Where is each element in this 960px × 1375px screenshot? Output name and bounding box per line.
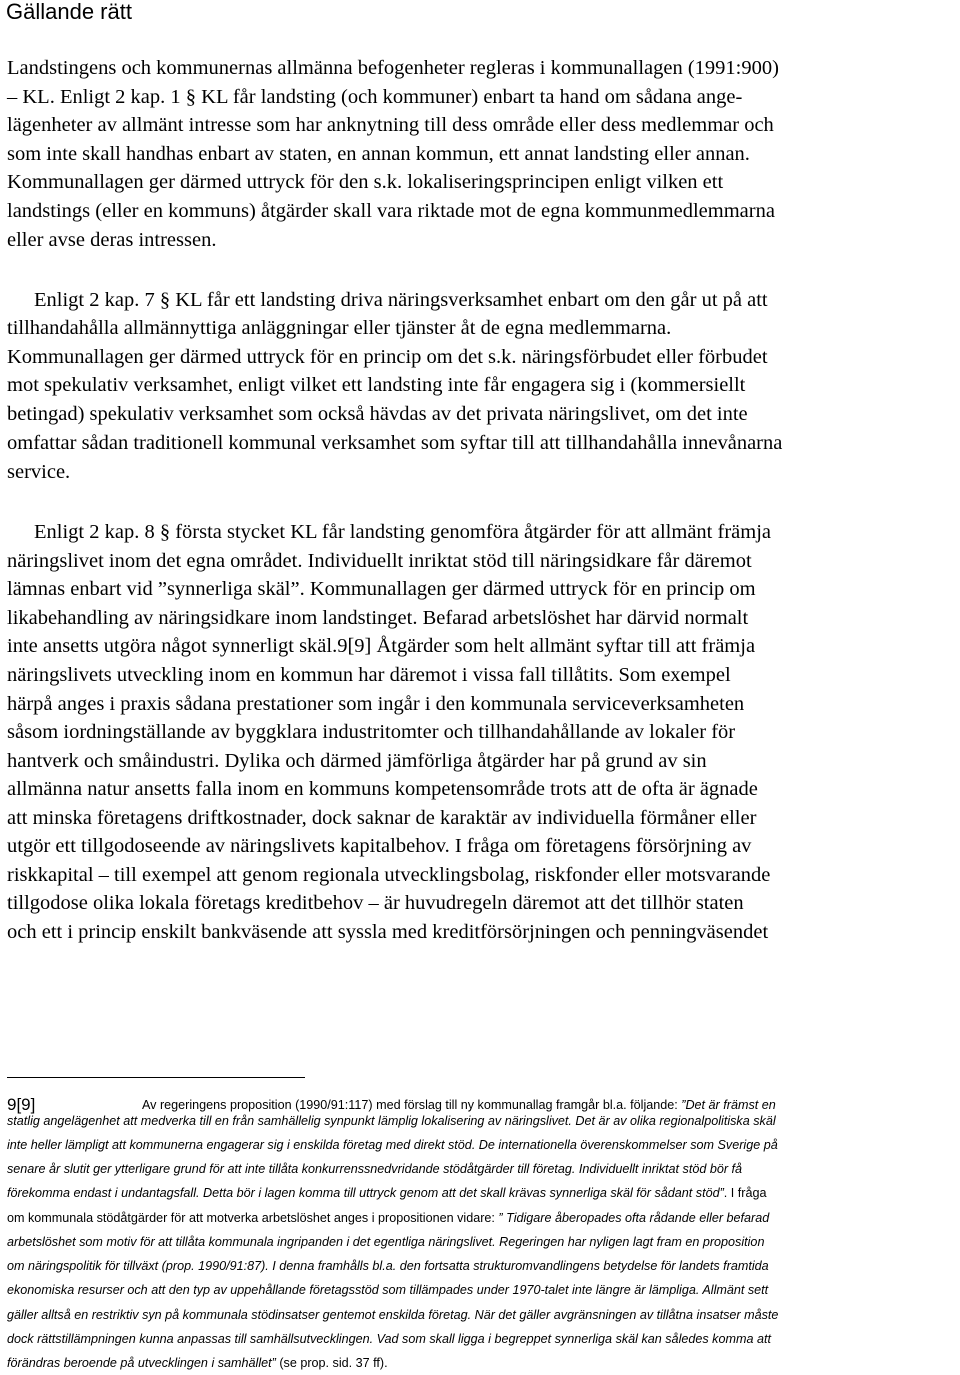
body-line: att minska företagens driftkostnader, dock saknar de karaktär av individuella förmåner eller (7, 807, 757, 829)
footnote-line (7, 1135, 778, 1155)
footnote-text-run: förändras beroende på utvecklingen i samhället” (7, 1356, 276, 1370)
body-line: lämnas enbart vid ”synnerliga skäl”. Kommunallagen ger därmed uttryck för en princip om (7, 578, 756, 600)
footnote-text-run: statlig angelägenhet att medverka till en från samhällelig synpunkt lämplig lokalisering av näringslivet. Det är av olika regionalpolitiska skäl (7, 1114, 776, 1128)
body-line: och ett i princip enskilt bankväsende att syssla med kreditförsörjningen och penningväsendet (7, 921, 769, 943)
footnote-text-run: gäller alltså en restriktiv syn på kommunala stödinsatser gentemot enskilda företag. När det gäller avgränsningen av tillåtna insatser måste (7, 1308, 779, 1322)
body-line: utgör ett tillgodoseende av näringslivets kapitalbehov. I fråga om företagens försörjning av (7, 835, 752, 857)
footnote-text-run: (se prop. sid. 37 ff). (275, 1356, 388, 1370)
footnote-text-run: dock rättstillämpningen kunna anpassas till samhällsutvecklingen. Vad som skall ligga i begreppet synnerliga skäl kan således komma att (7, 1332, 771, 1346)
body-line: näringslivets utveckling inom en kommun har däremot i vissa fall tillåtits. Som exempel (7, 664, 731, 686)
body-line: Kommunallagen ger därmed uttryck för en princip om det s.k. näringsförbudet eller förbudet (7, 346, 768, 368)
body-line: allmänna natur ansetts falla inom en kommuns kompetensområde trots att de ofta är ägnade (7, 778, 758, 800)
footnote-text-run: senare år slutit ger ytterligare grund för att inte tillåta konkurrenssnedvridande stödåtgärder till företag. Individuellt inriktat stöd bör få (7, 1162, 743, 1176)
footnote-text-run: . I fråga (723, 1186, 767, 1200)
body-line: näringslivet inom det egna området. Individuellt inriktat stöd till näringsidkare får däremot (7, 550, 752, 572)
footnote-text-run: inte heller lämpligt att kommunerna engagerar sig i enskilda företag med direkt stöd. De internationella överenskommelser som Sverige på (7, 1138, 778, 1152)
footnote-line (7, 1353, 388, 1373)
body-line: Kommunallagen ger därmed uttryck för den s.k. lokaliseringsprincipen enligt vilken ett (7, 171, 724, 193)
body-line: Enligt 2 kap. 7 § KL får ett landsting driva näringsverksamhet enbart om den går ut på att (34, 289, 768, 311)
body-line: betingad) spekulativ verksamhet som också hävdas av det privata näringslivet, om det inte (7, 403, 748, 425)
body-line: härpå anges i praxis sådana prestationer som ingår i den kommunala serviceverksamheten (7, 693, 745, 715)
body-line: likabehandling av näringsidkare inom landstinget. Befarad arbetslöshet har därvid normalt (7, 607, 749, 629)
body-line: – KL. Enligt 2 kap. 1 § KL får landsting (och kommuner) enbart ta hand om sådana ange- (7, 86, 743, 108)
body-line: tillgodose olika lokala företags kreditbehov – är huvudregeln däremot att det tillhör staten (7, 892, 744, 914)
body-line: såsom iordningställande av byggklara industritomter och tillhandahållande av lokaler för (7, 721, 736, 743)
footnote-text-run: ” Tidigare åberopades ofta rådande eller befarad (498, 1211, 770, 1225)
body-line: omfattar sådan traditionell kommunal verksamhet som syftar till att tillhandahålla innevånarna (7, 432, 783, 454)
body-line: eller avse deras intressen. (7, 229, 217, 251)
body-line: riskkapital – till exempel att genom regionala utvecklingsbolag, riskfonder eller motsvarande (7, 864, 771, 886)
footnote-line (7, 1329, 771, 1349)
body-line: service. (7, 461, 71, 483)
body-line: lägenheter av allmänt intresse som har anknytning till dess område eller dess medlemmar och (7, 114, 774, 136)
footnote-text-run: arbetslöshet som motiv för att tillåta kommunala ingripanden i det egentliga näringslivet. Regeringen har nyligen lagt fram en proposition (7, 1235, 765, 1249)
footnote-text-run: Av regeringens proposition (1990/91:117) med förslag till ny kommunallag framgår bl.a. följande: (142, 1098, 682, 1112)
footnote-line (7, 1111, 776, 1131)
body-line: mot spekulativ verksamhet, enligt vilket ett landsting inte får engagera sig i (kommersiellt (7, 374, 746, 396)
body-line: Landstingens och kommunernas allmänna befogenheter regleras i kommunallagen (1991:900) (7, 57, 779, 79)
footnote-text-run: om näringspolitik för tillväxt (prop. 1990/91:87). I denna framhålls bl.a. den fortsatta strukturomvandlingens betydelse för landets framtida (7, 1259, 769, 1273)
footnote-line (7, 1305, 778, 1325)
section-heading: Gällande rätt (6, 0, 132, 24)
footnote-line (7, 1208, 769, 1228)
footnote-text-run: ekonomiska resurser och att den typ av uppehållande företagsstöd som tillämpades under 1970-talet inte längre är lämpliga. Allmänt sett (7, 1283, 769, 1297)
footnote-text-run: ”Det är främst en (681, 1098, 776, 1112)
body-line: inte ansetts utgöra något synnerligt skäl.9[9] Åtgärder som helt allmänt syftar till att främja (7, 635, 756, 657)
body-line: hantverk och småindustri. Dylika och därmed jämförliga åtgärder har på grund av sin (7, 750, 707, 772)
body-line: landstings (eller en kommuns) åtgärder skall vara riktade mot de egna kommunmedlemmarna (7, 200, 775, 222)
body-line: tillhandahålla allmännyttiga anläggningar eller tjänster åt de egna medlemmarna. (7, 317, 672, 339)
footnote-separator (7, 1077, 305, 1078)
footnote-line (7, 1159, 742, 1179)
footnote-line (7, 1232, 764, 1252)
body-line: Enligt 2 kap. 8 § första stycket KL får landsting genomföra åtgärder för att allmänt främja (34, 521, 771, 543)
footnote-text-run: förekomma endast i undantagsfall. Detta bör i lagen komma till uttryck genom att det skall krävas synnerliga skäl för sådant stöd” (7, 1186, 724, 1200)
footnote-line (7, 1256, 769, 1276)
body-line: som inte skall handhas enbart av staten, en annan kommun, ett annat landsting eller annan. (7, 143, 750, 165)
footnote-line (7, 1183, 767, 1203)
footnote-line (7, 1280, 768, 1300)
footnote-marker: 9[9] (7, 1095, 36, 1114)
footnote-text-run: om kommunala stödåtgärder för att motverka arbetslöshet anges i propositionen vidare: (7, 1211, 499, 1225)
